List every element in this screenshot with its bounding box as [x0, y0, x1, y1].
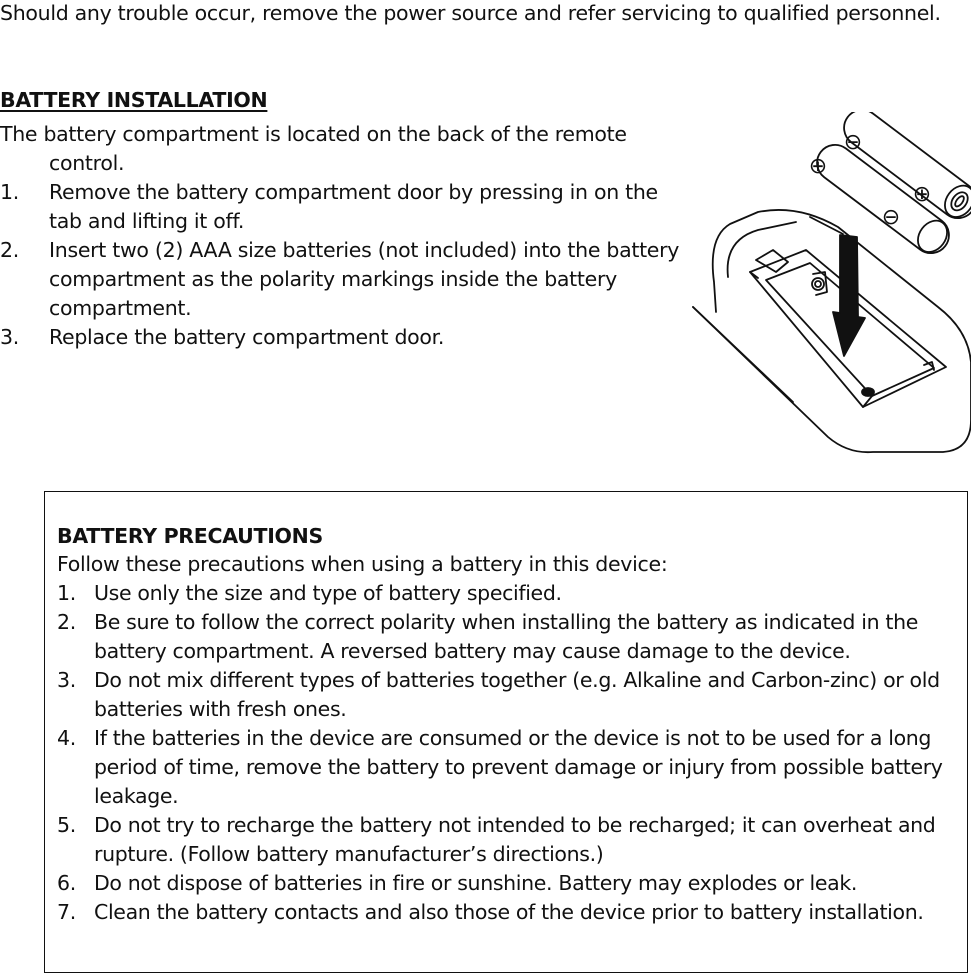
precaution-item: [57, 724, 962, 811]
minus-polarity-icon: ⊖: [881, 205, 901, 230]
precaution-item: [57, 579, 962, 608]
remote-top-edge: [810, 217, 843, 234]
precaution-text: Be sure to follow the correct polarity when installing the battery as indicated in the battery compartment. A reversed battery may cause damage to the device.: [94, 610, 918, 663]
battery-installation-section: [0, 120, 685, 352]
step-number: 3.: [0, 325, 19, 349]
plus-polarity-icon: ⊕: [912, 182, 932, 207]
step-number: 1.: [0, 180, 19, 204]
installation-step: [0, 178, 685, 236]
precaution-number: 2.: [57, 610, 76, 634]
precaution-item: [57, 811, 962, 869]
precaution-number: 7.: [57, 900, 76, 924]
precaution-text: Do not mix different types of batteries together (e.g. Alkaline and Carbon-zinc) or old batteries with fresh ones.: [94, 668, 940, 721]
precaution-text: Clean the battery contacts and also those of the device prior to battery installation.: [94, 900, 924, 924]
battery-precautions-title: BATTERY PRECAUTIONS: [57, 524, 323, 548]
remote-side-line: [693, 307, 793, 402]
minus-polarity-icon: ⊖: [843, 130, 863, 155]
precaution-number: 6.: [57, 871, 76, 895]
precaution-number: 5.: [57, 813, 76, 837]
precaution-text: Use only the size and type of battery specified.: [94, 581, 562, 605]
installation-lead: The battery compartment is located on the back of the remote control.: [0, 122, 627, 175]
remote-battery-insertion-icon: [688, 112, 971, 457]
precaution-number: 1.: [57, 581, 76, 605]
installation-step: [0, 236, 685, 323]
spring-contact-icon: [812, 278, 824, 290]
step-text: Replace the battery compartment door.: [49, 325, 445, 349]
battery-precautions-intro: Follow these precautions when using a battery in this device:: [57, 552, 668, 576]
remote-inner-contour: [728, 222, 796, 277]
precaution-item: [57, 666, 962, 724]
precaution-item: [57, 898, 962, 927]
installation-steps: [0, 178, 685, 352]
plus-polarity-icon: ⊕: [808, 154, 828, 179]
battery-installation-heading: BATTERY INSTALLATION: [0, 88, 268, 112]
terminal-contact-icon: [862, 388, 874, 396]
precautions-list: [57, 579, 962, 927]
battery-precautions-box: [44, 491, 968, 973]
installation-step: [0, 323, 685, 352]
precaution-text: Do not dispose of batteries in fire or sunshine. Battery may explodes or leak.: [94, 871, 858, 895]
precaution-item: [57, 608, 962, 666]
precaution-number: 4.: [57, 726, 76, 750]
precaution-text: Do not try to recharge the battery not intended to be recharged; it can overheat and rupture. (Follow battery manufacturer’s directions.): [94, 813, 936, 866]
service-notice: [0, 0, 960, 28]
precaution-text: If the batteries in the device are consumed or the device is not to be used for a long period of time, remove the battery to prevent damage or injury from possible battery leakage.: [94, 726, 943, 808]
step-number: 2.: [0, 238, 19, 262]
step-text: Remove the battery compartment door by pressing in on the tab and lifting it off.: [49, 180, 658, 233]
service-notice-text: Should any trouble occur, remove the power source and refer servicing to qualified personnel.: [0, 1, 941, 25]
precaution-item: [57, 869, 962, 898]
precaution-number: 3.: [57, 668, 76, 692]
step-text: Insert two (2) AAA size batteries (not included) into the battery compartment as the polarity markings inside the battery compartment.: [49, 238, 680, 320]
